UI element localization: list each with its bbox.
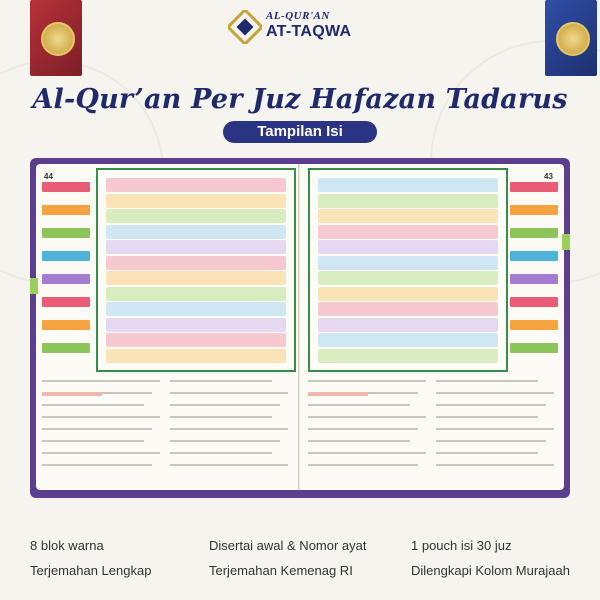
verse-line <box>106 287 286 301</box>
color-block-tab <box>510 297 558 307</box>
book-cover-red <box>30 0 82 76</box>
color-block-tab <box>42 274 90 284</box>
translation-line <box>170 380 272 382</box>
translation-line <box>436 440 546 442</box>
color-block-tab <box>42 251 90 261</box>
color-block-tab <box>42 228 90 238</box>
left-edge-tab <box>30 278 38 294</box>
left-translation-area <box>42 374 292 484</box>
left-page-number: 44 <box>44 172 53 181</box>
color-block-tab <box>42 205 90 215</box>
verse-line <box>318 194 498 208</box>
translation-line <box>42 380 160 382</box>
translation-line <box>42 464 152 466</box>
feature-pouch: 1 pouch isi 30 juz <box>411 538 512 553</box>
translation-line <box>308 464 418 466</box>
right-edge-tab <box>562 234 570 250</box>
highlight-mark <box>42 392 102 396</box>
verse-line <box>318 333 498 347</box>
verse-line <box>106 302 286 316</box>
color-block-tab <box>510 205 558 215</box>
color-block-tab <box>510 228 558 238</box>
brand-logo <box>228 8 378 48</box>
translation-line <box>436 452 538 454</box>
color-block-tab <box>510 320 558 330</box>
translation-line <box>436 380 538 382</box>
feature-kemenag-translation: Terjemahan Kemenag RI <box>209 563 353 578</box>
verse-line <box>318 287 498 301</box>
right-page <box>300 164 564 490</box>
color-block-tab <box>510 274 558 284</box>
feature-color-blocks: 8 blok warna <box>30 538 104 553</box>
color-block-tab <box>42 297 90 307</box>
brand-line2: AT-TAQWA <box>266 23 352 40</box>
translation-line <box>170 452 272 454</box>
verse-line <box>106 209 286 223</box>
verse-line <box>318 256 498 270</box>
right-page-number: 43 <box>544 172 553 181</box>
translation-line <box>170 428 288 430</box>
brand-line1: AL-QUR'AN <box>266 10 330 22</box>
translation-line <box>436 428 554 430</box>
translation-line <box>308 440 410 442</box>
translation-line <box>436 392 554 394</box>
verse-line <box>318 225 498 239</box>
book-cover-blue <box>545 0 597 76</box>
verse-line <box>318 240 498 254</box>
translation-line <box>42 428 152 430</box>
verse-line <box>318 178 498 192</box>
translation-line <box>308 380 426 382</box>
color-block-tab <box>510 251 558 261</box>
feature-murajaah-column: Dilengkapi Kolom Murajaah <box>411 563 570 578</box>
verse-line <box>318 209 498 223</box>
open-book <box>30 158 570 498</box>
highlight-mark <box>308 392 368 396</box>
verse-line <box>106 318 286 332</box>
translation-line <box>170 416 272 418</box>
translation-line <box>170 392 288 394</box>
verse-line <box>106 240 286 254</box>
verse-line <box>318 302 498 316</box>
logo-mark-icon <box>228 10 262 44</box>
feature-verse-numbers: Disertai awal & Nomor ayat <box>209 538 367 553</box>
verse-line <box>106 349 286 363</box>
page-title: Al-Qur’an Per Juz Hafazan Tadarus <box>32 84 568 115</box>
left-page <box>36 164 300 490</box>
verse-line <box>106 271 286 285</box>
translation-line <box>170 464 288 466</box>
translation-line <box>170 440 280 442</box>
translation-line <box>42 404 144 406</box>
translation-line <box>42 452 160 454</box>
translation-line <box>436 404 546 406</box>
color-block-tab <box>510 182 558 192</box>
right-translation-area <box>308 374 558 484</box>
color-block-tab <box>42 320 90 330</box>
translation-line <box>436 416 538 418</box>
verse-line <box>106 178 286 192</box>
translation-line <box>42 416 160 418</box>
color-block-tab <box>42 343 90 353</box>
translation-line <box>308 428 418 430</box>
verse-line <box>106 256 286 270</box>
verse-line <box>106 194 286 208</box>
translation-line <box>308 452 426 454</box>
subtitle-badge: Tampilan Isi <box>223 121 377 143</box>
feature-full-translation: Terjemahan Lengkap <box>30 563 152 578</box>
translation-line <box>308 404 410 406</box>
translation-line <box>42 440 144 442</box>
verse-line <box>106 225 286 239</box>
right-verse-frame <box>308 168 508 372</box>
translation-line <box>170 404 280 406</box>
translation-line <box>436 464 554 466</box>
verse-line <box>318 349 498 363</box>
color-block-tab <box>42 182 90 192</box>
left-verse-frame <box>96 168 296 372</box>
verse-line <box>318 318 498 332</box>
verse-line <box>318 271 498 285</box>
verse-line <box>106 333 286 347</box>
translation-line <box>308 416 426 418</box>
color-block-tab <box>510 343 558 353</box>
